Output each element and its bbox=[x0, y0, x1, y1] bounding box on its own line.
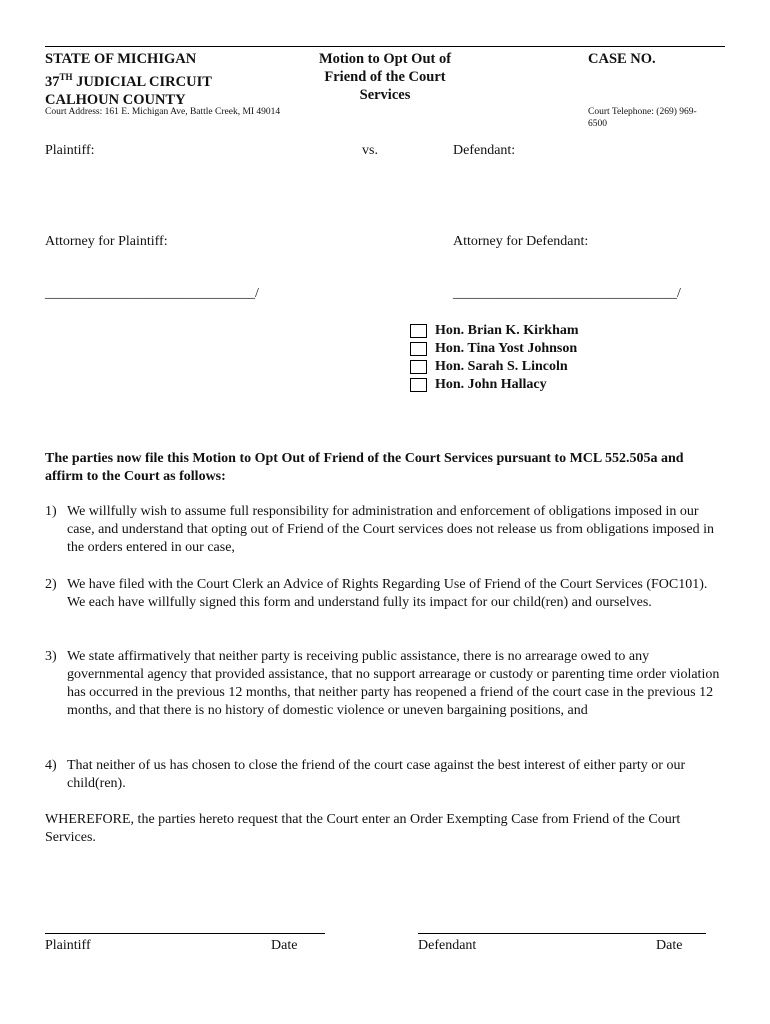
item-number: 1) bbox=[45, 504, 57, 519]
checkbox-icon[interactable] bbox=[410, 324, 427, 338]
circuit-number: 37 bbox=[45, 73, 60, 90]
list-item bbox=[45, 576, 725, 612]
attorney-plaintiff-blank[interactable]: ______________________________/ bbox=[45, 286, 259, 301]
versus-label: vs. bbox=[362, 143, 378, 158]
plaintiff-signature-line[interactable] bbox=[45, 933, 325, 934]
intro-statement: The parties now file this Motion to Opt Out of Friend of the Court Services pursuant to MCL 552.505a and affirm to the Court as follows: bbox=[45, 451, 684, 484]
attorney-defendant-blank[interactable]: ________________________________/ bbox=[453, 286, 681, 301]
defendant-signature-label: Defendant bbox=[418, 938, 477, 953]
checkbox-icon[interactable] bbox=[410, 378, 427, 392]
judge-name: Hon. Brian K. Kirkham bbox=[435, 323, 579, 338]
judge-name: Hon. Sarah S. Lincoln bbox=[435, 359, 568, 374]
plaintiff-date-label: Date bbox=[271, 938, 298, 953]
state-name: STATE OF MICHIGAN bbox=[45, 51, 197, 67]
list-item bbox=[45, 757, 725, 793]
item-text: We have filed with the Court Clerk an Advice of Rights Regarding Use of Friend of the Court Services (FOC101). We each have willfully signed this form and understand fully its impact for our child(ren) and ourselves. bbox=[67, 577, 708, 610]
document-title bbox=[300, 50, 470, 104]
judge-option[interactable] bbox=[410, 322, 579, 340]
item-text: We state affirmatively that neither party is receiving public assistance, there is no arrearage owed to any governmental agency that provided assistance, that no support arrearage or custody or parenting time order violation has occurred in the previous 12 months, that neither party has reopened a friend of the court case in the previous 12 months, and that there is no history of domestic violence or uneven bargaining positions, and bbox=[67, 649, 720, 718]
judge-option[interactable] bbox=[410, 358, 579, 376]
defendant-date-label: Date bbox=[656, 938, 683, 953]
wherefore-clause: WHEREFORE, the parties hereto request that the Court enter an Order Exempting Case from Friend of the Court Services. bbox=[45, 812, 681, 845]
item-text: We willfully wish to assume full responsibility for administration and enforcement of obligations imposed in our case, and understand that opting out of Friend of the Court services does not release us from obligations imposed in the orders entered in our case, bbox=[67, 504, 714, 555]
judge-name: Hon. Tina Yost Johnson bbox=[435, 341, 578, 356]
circuit-label: JUDICIAL CIRCUIT bbox=[72, 73, 212, 90]
judge-checklist bbox=[410, 322, 579, 394]
defendant-signature-line[interactable] bbox=[418, 933, 706, 934]
court-heading bbox=[45, 50, 212, 109]
plaintiff-label: Plaintiff: bbox=[45, 143, 95, 158]
court-telephone-line-1: Court Telephone: (269) 969- bbox=[588, 107, 697, 117]
judge-option[interactable] bbox=[410, 340, 579, 358]
item-number: 3) bbox=[45, 649, 57, 664]
attorney-defendant-label: Attorney for Defendant: bbox=[453, 234, 589, 249]
plaintiff-signature-label: Plaintiff bbox=[45, 938, 91, 953]
list-item bbox=[45, 648, 725, 720]
defendant-label: Defendant: bbox=[453, 143, 516, 158]
judge-name: Hon. John Hallacy bbox=[435, 377, 547, 392]
court-telephone-line-2: 6500 bbox=[588, 119, 607, 129]
list-item bbox=[45, 503, 725, 557]
item-number: 4) bbox=[45, 758, 57, 773]
title-line-2: Friend of the Court bbox=[324, 69, 446, 85]
case-number-label: CASE NO. bbox=[588, 51, 656, 67]
court-address: Court Address: 161 E. Michigan Ave, Battle Creek, MI 49014 bbox=[45, 107, 281, 117]
court-telephone bbox=[588, 106, 728, 130]
title-line-1: Motion to Opt Out of bbox=[318, 51, 452, 67]
judge-option[interactable] bbox=[410, 376, 579, 394]
attorney-plaintiff-label: Attorney for Plaintiff: bbox=[45, 234, 168, 249]
circuit-name bbox=[45, 68, 212, 91]
checkbox-icon[interactable] bbox=[410, 342, 427, 356]
checkbox-icon[interactable] bbox=[410, 360, 427, 374]
item-number: 2) bbox=[45, 577, 57, 592]
item-text: That neither of us has chosen to close the friend of the court case against the best interest of either party or our child(ren). bbox=[67, 758, 686, 791]
circuit-suffix: TH bbox=[59, 72, 73, 82]
title-line-3: Services bbox=[359, 87, 411, 103]
header-rule bbox=[45, 46, 725, 47]
county-name: CALHOUN COUNTY bbox=[45, 91, 186, 108]
